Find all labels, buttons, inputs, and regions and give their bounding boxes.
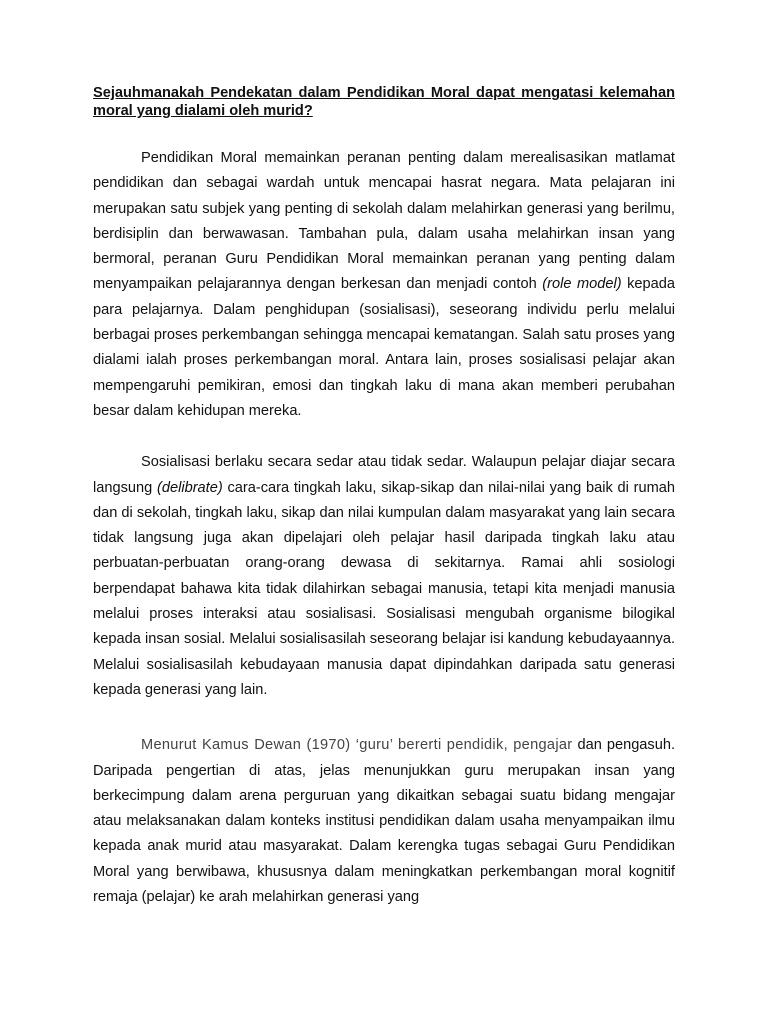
paragraph-2-text-a: Sosialisasi berlaku secara sedar atau tidak sedar. Walaupun pelajar diajar secara langsung — [93, 454, 675, 496]
paragraph-3-text-a: Menurut Kamus Dewan (1970) ‘guru’ bererti pendidik, pengajar — [141, 737, 573, 754]
paragraph-2-text-b: cara-cara tingkah laku, sikap-sikap dan nilai-nilai yang baik di rumah dan di sekolah, tingkah laku, sikap dan nilai kumpulan dalam masyarakat yang lain secara tidak langsung juga akan dipelajari oleh pelajar hasil daripada tingkah laku atau perbuatan-perbuatan orang-orang dewasa di sekitarnya. Ramai ahli sosiologi berpendapat bahawa kita tidak dilahirkan sebagai manusia, tetapi kita menjadi manusia melalui proses interaksi atau sosialisasi. Sosialisasi mengubah organisme bilogikal kepada insan sosial. Melalui sosialisasilah seseorang belajar isi kandung kebudayaannya. Melalui sosialisasilah kebudayaan manusia dapat dipindahkan daripada satu generasi kepada generasi yang lain. — [93, 479, 676, 698]
paragraph-1-italic: (role model) — [542, 276, 622, 293]
paragraph-3-text-b: dan pengasuh. Daripada pengertian di atas, jelas menunjukkan guru merupakan insan yang berkecimpung dalam arena perguruan yang dikaitkan sebagai suatu bidang mengajar atau melaksanakan dalam konteks institusi pendidikan dalam usaha menyampaikan ilmu kepada anak murid atau masyarakat. Dalam kerengka tugas sebagai Guru Pendidikan Moral yang berwibawa, khususnya dalam meningkatkan perkembangan moral kognitif remaja (pelajar) ke arah melahirkan generasi yang — [93, 737, 676, 906]
paragraph-2 — [93, 450, 675, 703]
document-title: Sejauhmanakah Pendekatan dalam Pendidikan Moral dapat mengatasi kelemahan moral yang dialami oleh murid? — [93, 85, 675, 119]
paragraph-1 — [93, 146, 675, 424]
paragraph-2-italic: (delibrate) — [157, 479, 223, 496]
document-page — [93, 84, 675, 936]
paragraph-3 — [93, 733, 675, 910]
paragraph-1-text-b: kepada para pelajarnya. Dalam penghidupan (sosialisasi), seseorang individu perlu melalui berbagai proses perkembangan sehingga mencapai kematangan. Salah satu proses yang dialami ialah proses perkembangan moral. Antara lain, proses sosialisasi pelajar akan mempengaruhi pemikiran, emosi dan tingkah laku di mana akan memberi perubahan besar dalam kehidupan mereka. — [93, 276, 676, 419]
paragraph-1-text-a: Pendidikan Moral memainkan peranan penting dalam merealisasikan matlamat pendidikan dan sebagai wardah untuk mencapai hasrat negara. Mata pelajaran ini merupakan satu subjek yang penting di sekolah dalam melahirkan generasi yang berilmu, berdisiplin dan berwawasan. Tambahan pula, dalam usaha melahirkan insan yang bermoral, peranan Guru Pendidikan Moral memainkan peranan yang penting dalam menyampaikan pelajarannya dengan berkesan dan menjadi contoh — [93, 150, 675, 293]
